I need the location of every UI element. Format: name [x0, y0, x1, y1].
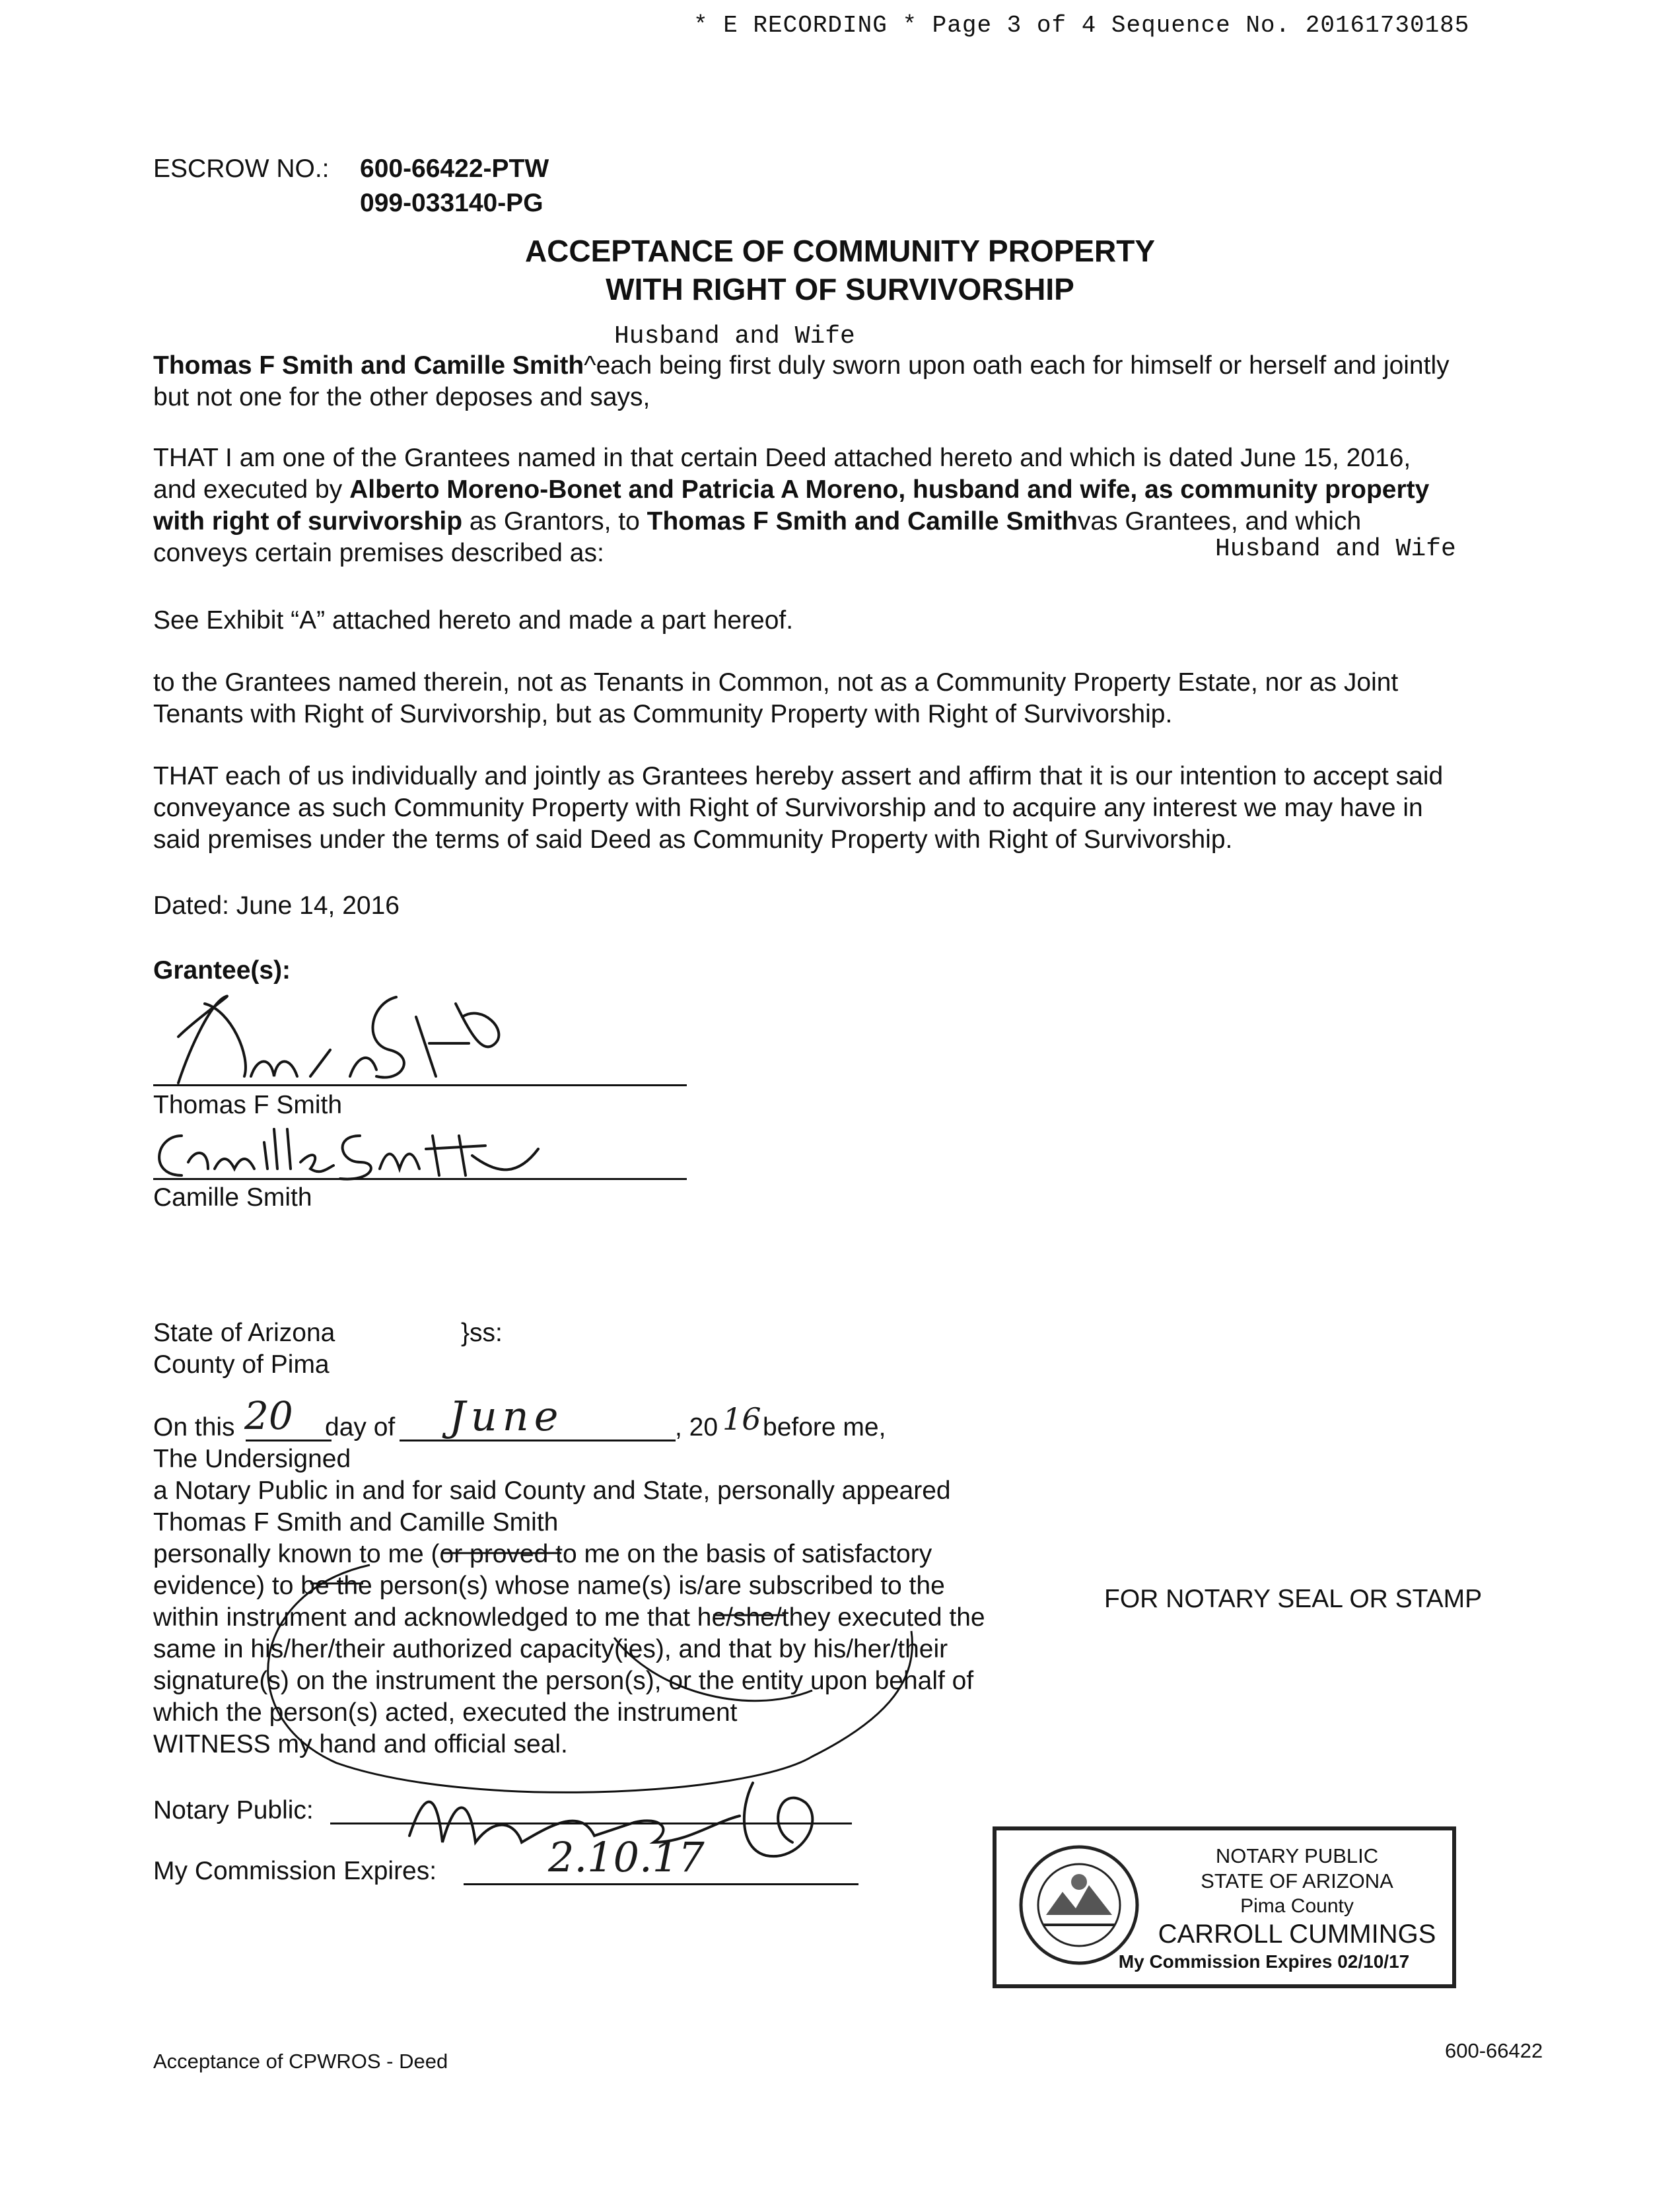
handwritten-month: June: [449, 1392, 564, 1440]
grantees-line-1: to the Grantees named therein, not as Tenants in Common, not as a Community Property Estate, nor as Joint: [153, 668, 1399, 697]
handwritten-year: 16: [722, 1401, 761, 1437]
handwritten-expiration: 2.10.17: [548, 1833, 705, 1881]
stamp-line-2: STATE OF ARIZONA: [1201, 1869, 1393, 1892]
handwritten-day: 20: [244, 1393, 293, 1438]
on-this-label: On this: [153, 1413, 235, 1441]
escrow-number-1: 600-66422-PTW: [360, 155, 549, 183]
document-title-line-2: WITH RIGHT OF SURVIVORSHIP: [606, 272, 1074, 306]
that-line-4: conveys certain premises described as:: [153, 539, 604, 567]
notary-stamp: [993, 1826, 1456, 1988]
day-blank-line: [246, 1440, 332, 1441]
notary-public-label: Notary Public:: [153, 1796, 314, 1824]
recording-header: * E RECORDING * Page 3 of 4 Sequence No. 20161730185: [693, 12, 1470, 39]
before-me-label: before me,: [763, 1413, 886, 1441]
notary-ss: }ss:: [461, 1319, 503, 1347]
signature-line-2: [153, 1178, 687, 1180]
notary-text-9: WITNESS my hand and official seal.: [153, 1730, 568, 1758]
insert-caret-2: v: [1077, 507, 1091, 536]
insert-caret: ^: [584, 351, 596, 380]
notary-text-3: personally known to me (or proved to me on the basis of satisfactory: [153, 1540, 932, 1568]
year-prefix: , 20: [675, 1413, 718, 1441]
signature-line-1: [153, 1084, 687, 1086]
signer-name-2: Camille Smith: [153, 1183, 312, 1212]
notary-text-5: within instrument and acknowledged to me that he/she/they executed the: [153, 1603, 985, 1632]
escrow-label: ESCROW NO.:: [153, 155, 330, 183]
that-line-3: [153, 506, 1361, 537]
commission-expires-label: My Commission Expires:: [153, 1857, 437, 1885]
notary-text-8: which the person(s) acted, executed the instrument: [153, 1698, 738, 1727]
intro-line-1-rest: each being first duly sworn upon oath each for himself or herself and jointly: [596, 351, 1450, 380]
day-of-label: day of: [325, 1413, 396, 1441]
grantees-line-2: Tenants with Right of Survivorship, but as Community Property with Right of Survivorship.: [153, 700, 1173, 728]
notary-text-7: signature(s) on the instrument the person(s), or the entity upon behalf of: [153, 1667, 974, 1695]
that-line-3-mid: as Grantors, to: [462, 507, 647, 536]
notary-county: County of Pima: [153, 1350, 330, 1379]
that-line-3-end: as Grantees, and which: [1090, 507, 1362, 536]
intro-line-2: but not one for the other deposes and says,: [153, 383, 650, 411]
stamp-line-1: NOTARY PUBLIC: [1215, 1844, 1379, 1867]
notary-text-1: a Notary Public in and for said County and State, personally appeared: [153, 1476, 951, 1505]
seal-placeholder: FOR NOTARY SEAL OR STAMP: [1104, 1585, 1483, 1613]
grantee-names: Thomas F Smith and Camille Smith: [153, 351, 584, 380]
grantor-names: Alberto Moreno-Bonet and Patricia A Moreno, husband and wife, as community property: [349, 475, 1430, 504]
commission-expires-line: [464, 1883, 858, 1885]
survivorship-bold: with right of survivorship: [153, 507, 463, 536]
that-line-2-prefix: and executed by: [153, 475, 350, 504]
month-blank-line: [400, 1440, 676, 1441]
stamp-line-5: My Commission Expires 02/10/17: [1118, 1951, 1410, 1972]
affirm-line-2: conveyance as such Community Property with Right of Survivorship and to acquire any interest we may have in: [153, 794, 1423, 822]
dated-line: Dated: June 14, 2016: [153, 891, 400, 920]
notary-text-4: evidence) to be the person(s) whose name(s) is/are subscribed to the: [153, 1572, 945, 1600]
state-seal-icon: [1016, 1842, 1142, 1968]
that-line-2: [153, 474, 1429, 505]
handwritten-insert-husband-wife-1: Husband and Wife: [614, 322, 855, 351]
undersigned: The Undersigned: [153, 1445, 351, 1473]
stamp-line-4: CARROLL CUMMINGS: [1158, 1920, 1436, 1949]
affirm-line-3: said premises under the terms of said Deed as Community Property with Right of Survivorship.: [153, 825, 1233, 854]
notary-text-2: Thomas F Smith and Camille Smith: [153, 1508, 559, 1537]
signer-name-1: Thomas F Smith: [153, 1091, 343, 1119]
that-line-1: THAT I am one of the Grantees named in that certain Deed attached hereto and which is dated June 15, 2016,: [153, 444, 1411, 472]
stamp-line-3: Pima County: [1240, 1895, 1354, 1917]
footer-right: 600-66422: [1445, 2039, 1543, 2062]
intro-line-1: [153, 350, 1450, 381]
escrow-number-2: 099-033140-PG: [360, 189, 543, 217]
handwritten-insert-husband-wife-2: Husband and Wife: [1215, 535, 1456, 563]
exhibit-reference: See Exhibit “A” attached hereto and made a part hereof.: [153, 606, 794, 635]
notary-text-6: same in his/her/their authorized capacity(ies), and that by his/her/their: [153, 1635, 948, 1663]
grantees-label: Grantee(s):: [153, 956, 291, 985]
affirm-line-1: THAT each of us individually and jointly as Grantees hereby assert and affirm that it is our intention to accept said: [153, 762, 1444, 790]
document-title-line-1: ACCEPTANCE OF COMMUNITY PROPERTY: [524, 234, 1156, 268]
notary-state: State of Arizona: [153, 1319, 335, 1347]
footer-left: Acceptance of CPWROS - Deed: [153, 2050, 448, 2073]
signature-thomas-smith: [152, 977, 522, 1090]
grantee-names-2: Thomas F Smith and Camille Smith: [647, 507, 1078, 536]
